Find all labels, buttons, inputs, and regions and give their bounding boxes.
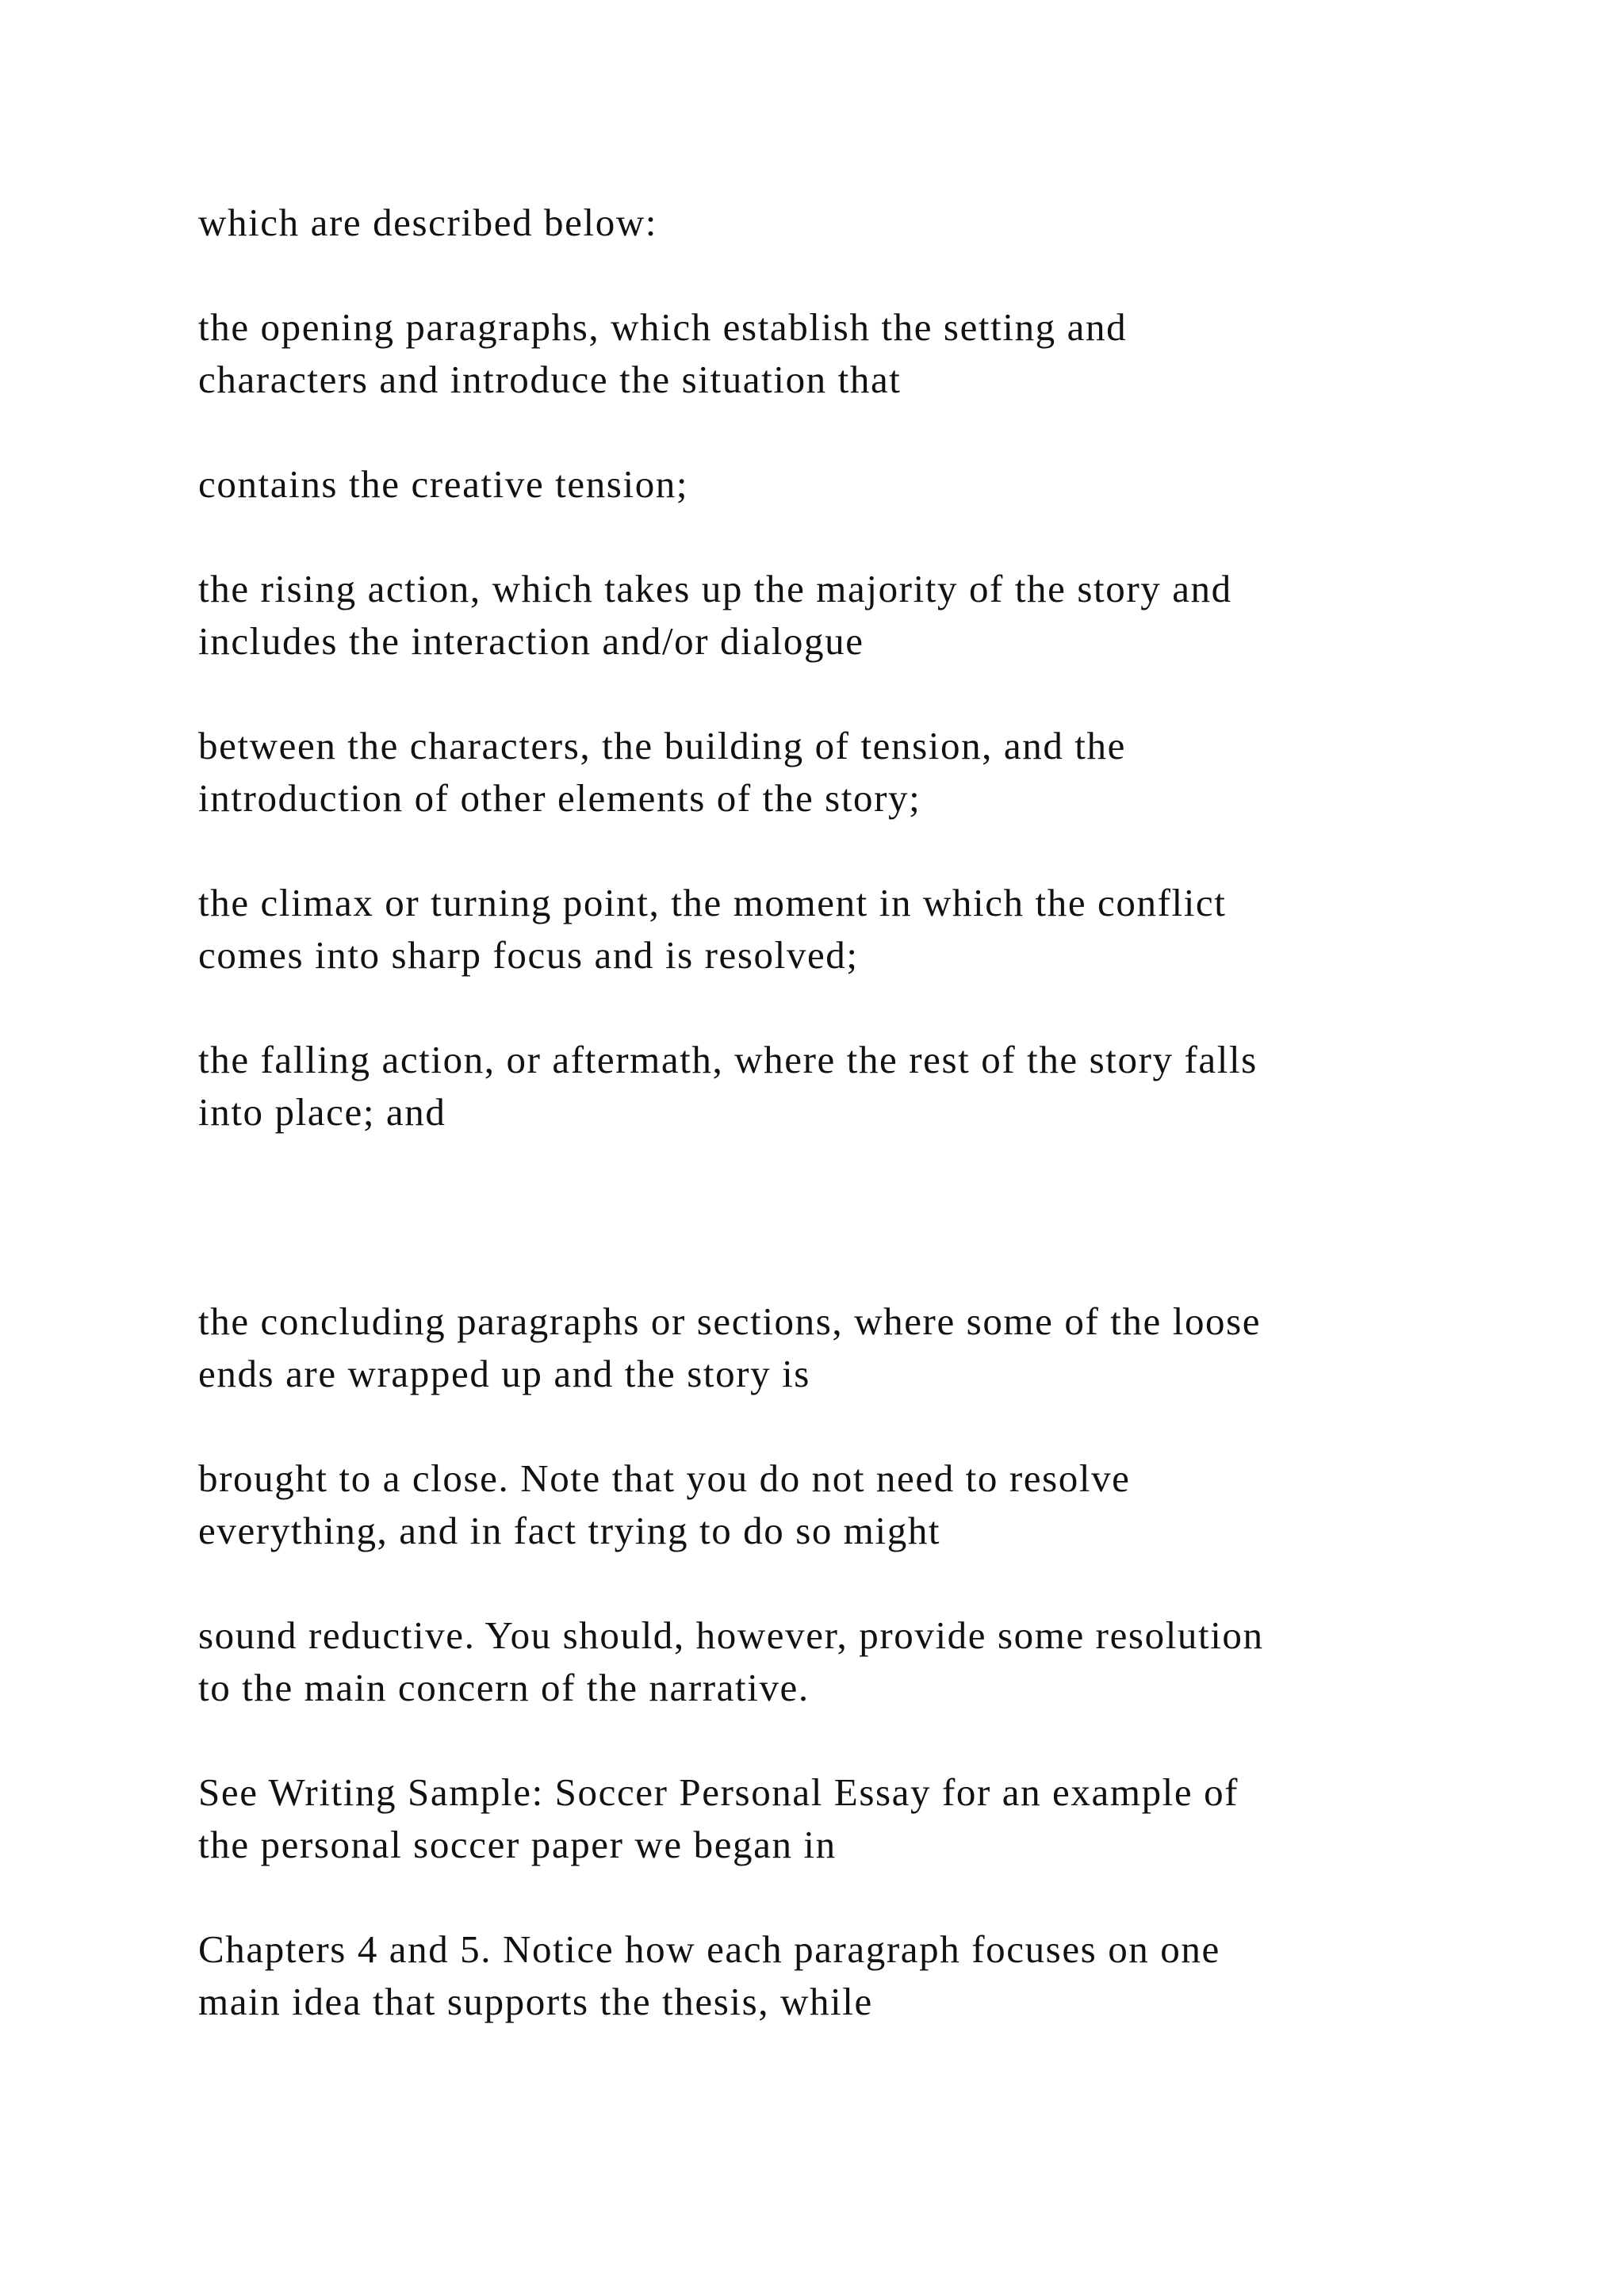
paragraph <box>198 301 1467 406</box>
paragraph <box>198 458 1467 511</box>
paragraph <box>198 1609 1467 1714</box>
paragraph-line: the climax or turning point, the moment in which the conflict <box>198 881 1227 924</box>
paragraph-line: comes into sharp focus and is resolved; <box>198 933 859 977</box>
paragraph-line: which are described below: <box>198 201 658 244</box>
paragraph <box>198 1766 1467 1871</box>
paragraph-line: brought to a close. Note that you do not need to resolve <box>198 1456 1131 1500</box>
paragraph-line: main idea that supports the thesis, while <box>198 1980 873 2023</box>
paragraph <box>198 1034 1467 1138</box>
paragraph <box>198 720 1467 825</box>
paragraph <box>198 1295 1467 1400</box>
paragraph-line: to the main concern of the narrative. <box>198 1666 810 1709</box>
paragraph-line: into place; and <box>198 1090 446 1134</box>
paragraph-line: between the characters, the building of tension, and the <box>198 724 1126 767</box>
paragraph <box>198 877 1467 982</box>
paragraph-line: includes the interaction and/or dialogue <box>198 619 864 663</box>
paragraph-line: the falling action, or aftermath, where the rest of the story falls <box>198 1038 1258 1081</box>
paragraph-line: ends are wrapped up and the story is <box>198 1352 810 1395</box>
paragraph-line: contains the creative tension; <box>198 462 689 506</box>
paragraph-line: the opening paragraphs, which establish the setting and <box>198 305 1128 349</box>
paragraph <box>198 197 1467 249</box>
paragraph-line: everything, and in fact trying to do so might <box>198 1509 941 1552</box>
paragraph-line: Chapters 4 and 5. Notice how each paragraph focuses on one <box>198 1927 1220 1971</box>
paragraph-line: the concluding paragraphs or sections, where some of the loose <box>198 1299 1262 1343</box>
paragraph-line: the personal soccer paper we began in <box>198 1823 837 1866</box>
paragraph-line: sound reductive. You should, however, provide some resolution <box>198 1613 1264 1657</box>
paragraph-line: characters and introduce the situation that <box>198 358 902 401</box>
paragraph-line: the rising action, which takes up the majority of the story and <box>198 567 1232 610</box>
paragraph-line: introduction of other elements of the story; <box>198 776 921 820</box>
paragraph <box>198 563 1467 668</box>
paragraph <box>198 1452 1467 1557</box>
paragraph-line: See Writing Sample: Soccer Personal Essay for an example of <box>198 1770 1239 1814</box>
paragraph <box>198 1923 1467 2028</box>
